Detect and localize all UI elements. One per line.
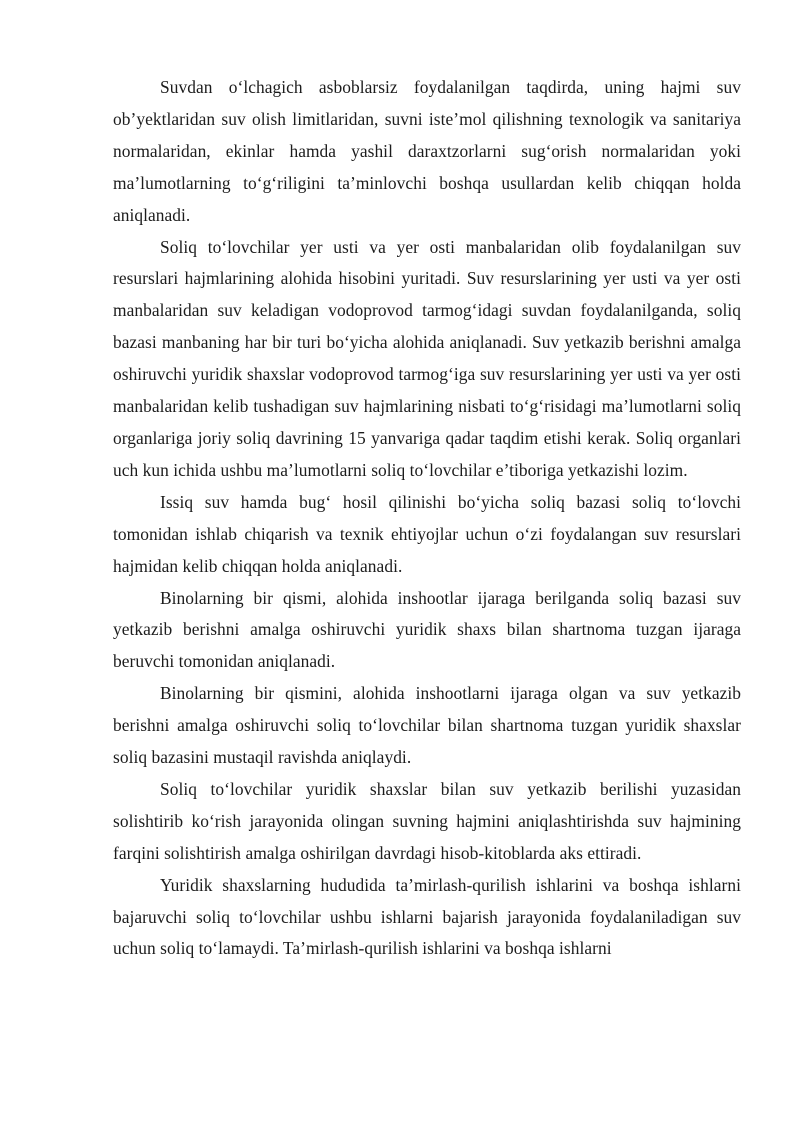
paragraph-7: Yuridik shaxslarning hududida ta’mirlash-qurilish ishlarini va boshqa ishlarni bajaruvchi soliq to‘lovchilar ushbu ishlarni bajarish jarayonida foydalaniladigan suv uchun soliq to‘lamaydi. Ta’mirlash-qurilish ishlarini va boshqa ishlarni [113,874,741,959]
paragraph-2: Soliq to‘lovchilar yer usti va yer osti manbalaridan olib foydalanilgan suv resurslari hajmlarining alohida hisobini yuritadi. Suv resurslarining yer usti va yer osti manbalaridan suv keladigan vodoprovod tarmog‘idagi suvdan foydalanilganda, soliq bazasi manbaning har bir turi bo‘yicha alohida aniqlanadi. Suv yetkazib berishni amalga oshiruvchi yuridik shaxslar vodoprovod tarmog‘iga suv resurslarining yer usti va yer osti manbalaridan kelib tushadigan suv hajmlarining nisbati to‘g‘risidagi ma’lumotlarni soliq organlariga joriy soliq davrining 15 yanvariga qadar taqdim etishi kerak. Soliq organlari uch kun ichida ushbu ma’lumotlarni soliq to‘lovchilar e’tiboriga yetkazishi lozim. [113,236,741,480]
paragraph-5: Binolarning bir qismini, alohida inshootlarni ijaraga olgan va suv yetkazib berishni amalga oshiruvchi soliq to‘lovchilar bilan shartnoma tuzgan yuridik shaxslar soliq bazasini mustaqil ravishda aniqlaydi. [113,683,741,768]
paragraph-1: Suvdan o‘lchagich asboblarsiz foydalanilgan taqdirda, uning hajmi suv ob’yektlaridan suv olish limitlaridan, suvni iste’mol qilishning texnologik va sanitariya normalaridan, ekinlar hamda yashil daraxtzorlarni sug‘orish normalaridan yoki ma’lumotlarning to‘g‘riligini ta’minlovchi boshqa usullardan kelib chiqqan holda aniqlanadi. [113,77,741,225]
paragraph-6: Soliq to‘lovchilar yuridik shaxslar bilan suv yetkazib berilishi yuzasidan solishtirib ko‘rish jarayonida olingan suvning hajmini aniqlashtirishda suv hajmining farqini solishtirish amalga oshirilgan davrdagi hisob-kitoblarda aks ettiradi. [113,778,741,863]
paragraph-4: Binolarning bir qismi, alohida inshootlar ijaraga berilganda soliq bazasi suv yetkazib berishni amalga oshiruvchi yuridik shaxs bilan shartnoma tuzgan ijaraga beruvchi tomonidan aniqlanadi. [113,587,741,672]
document-body [113,72,741,965]
paragraph-3: Issiq suv hamda bug‘ hosil qilinishi bo‘yicha soliq bazasi soliq to‘lovchi tomonidan ishlab chiqarish va texnik ehtiyojlar uchun o‘zi foydalangan suv resurslari hajmidan kelib chiqqan holda aniqlanadi. [113,491,741,576]
